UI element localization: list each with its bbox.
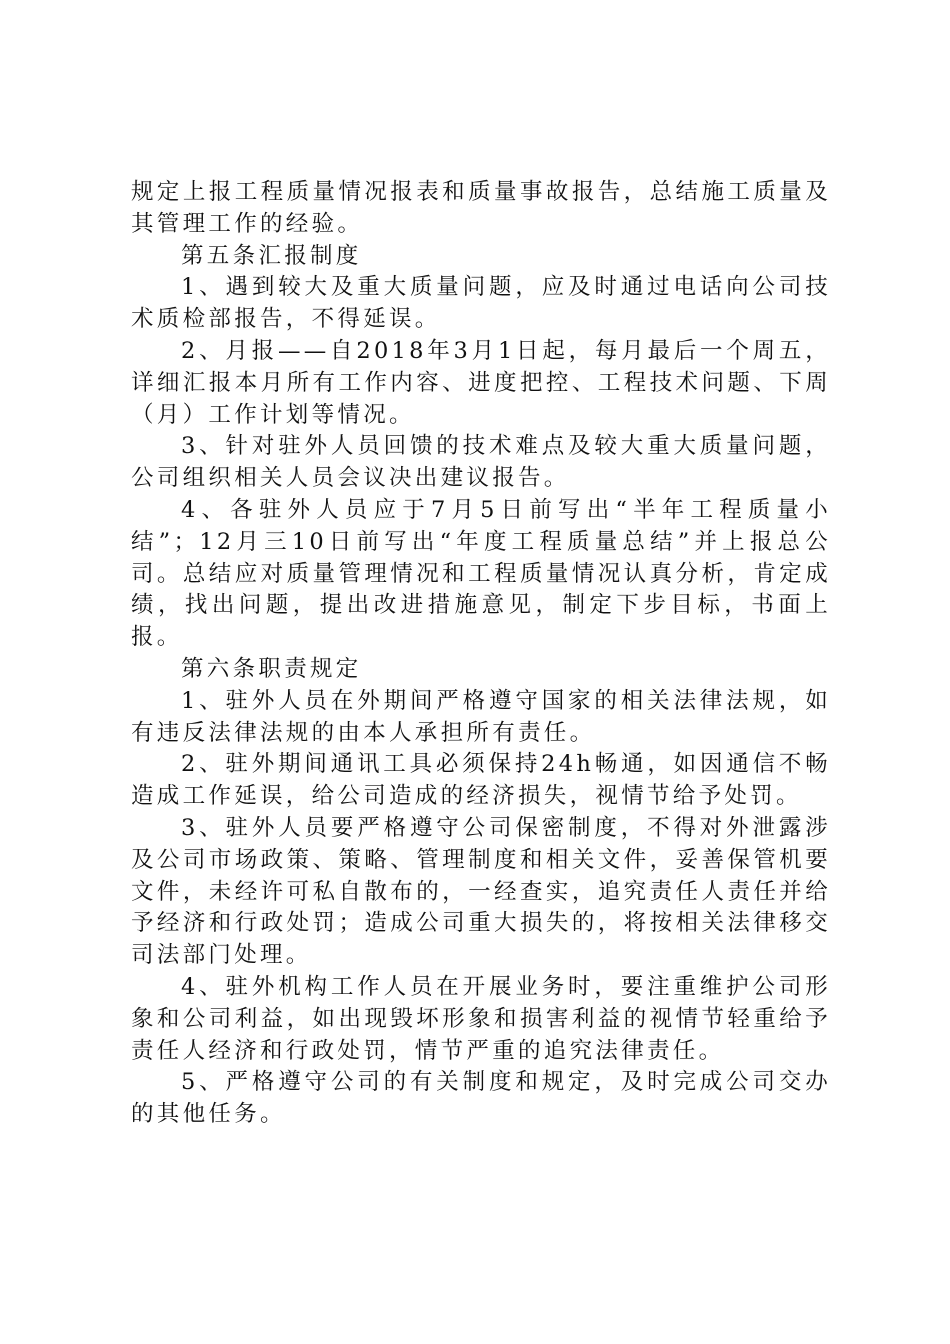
paragraph-item: 1、驻外人员在外期间严格遵守国家的相关法律法规，如有违反法律法规的由本人承担所有责任。 [131, 687, 831, 746]
paragraph-item: 2、月报——自2018年3月1日起，每月最后一个周五，详细汇报本月所有工作内容、进度把控、工程技术问题、下周（月）工作计划等情况。 [131, 337, 831, 428]
paragraph-item: 5、严格遵守公司的有关制度和规定，及时完成公司交办的其他任务。 [131, 1069, 831, 1128]
paragraph-item: 3、驻外人员要严格遵守公司保密制度，不得对外泄露涉及公司市场政策、策略、管理制度和相关文件，妥善保管机要文件，未经许可私自散布的，一经查实，追究责任人责任并给予经济和行政处罚；造成公司重大损失的，将按相关法律移交司法部门处理。 [131, 814, 831, 969]
paragraph-item: 3、针对驻外人员回馈的技术难点及较大重大质量问题，公司组织相关人员会议决出建议报告。 [131, 433, 831, 492]
section-heading-article-6: 第六条职责规定 [181, 655, 362, 682]
paragraph-item: 4、各驻外人员应于7月5日前写出“半年工程质量小结”；12月三10日前写出“年度工程质量总结”并上报总公司。总结应对质量管理情况和工程质量情况认真分析，肯定成绩，找出问题，提出改进措施意见，制定下步目标，书面上报。 [131, 496, 831, 651]
document-body [131, 177, 831, 1131]
paragraph-continuation: 规定上报工程质量情况报表和质量事故报告，总结施工质量及其管理工作的经验。 [131, 179, 831, 237]
section-heading-article-5: 第五条汇报制度 [181, 242, 362, 269]
paragraph-item: 4、驻外机构工作人员在开展业务时，要注重维护公司形象和公司利益，如出现毁坏形象和损害利益的视情节轻重给予责任人经济和行政处罚，情节严重的追究法律责任。 [131, 973, 831, 1064]
paragraph-item: 2、驻外期间通讯工具必须保持24h畅通，如因通信不畅造成工作延误，给公司造成的经济损失，视情节给予处罚。 [131, 751, 831, 810]
paragraph-item: 1、遇到较大及重大质量问题，应及时通过电话向公司技术质检部报告，不得延误。 [131, 274, 831, 333]
